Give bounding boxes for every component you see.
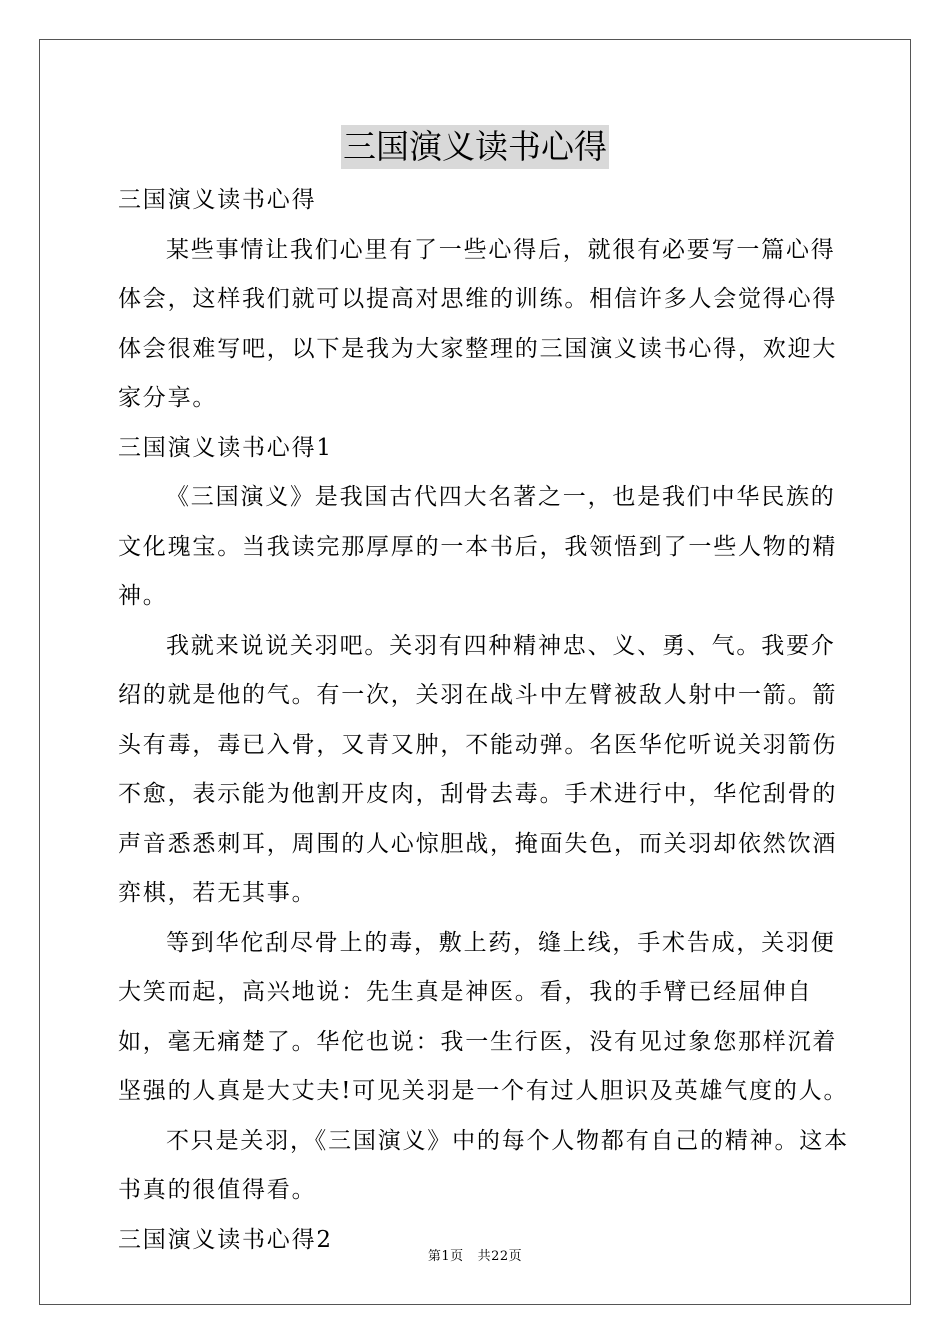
paragraph: 等到华佗刮尽骨上的毒，敷上药，缝上线，手术告成，关羽便大笑而起，高兴地说：先生真是神医。看，我的手臂已经屈伸自如，毫无痛楚了。华佗也说：我一生行医，没有见过象您那样沉着坚强的人真是大丈夫!可见关羽是一个有过人胆识及英雄气度的人。 xyxy=(118,929,849,1104)
section-heading: 三国演义读书心得2 xyxy=(118,1226,333,1253)
title-container xyxy=(0,125,950,169)
document-body xyxy=(118,176,850,1265)
paragraph: 某些事情让我们心里有了一些心得后，就很有必要写一篇心得体会，这样我们就可以提高对思维的训练。相信许多人会觉得心得体会很难写吧，以下是我为大家整理的三国演义读书心得，欢迎大家分享。 xyxy=(118,236,838,411)
document-title: 三国演义读书心得 xyxy=(341,125,609,169)
page-footer xyxy=(0,1245,950,1264)
paragraph: 三国演义读书心得 xyxy=(118,187,317,213)
section-heading: 三国演义读书心得1 xyxy=(118,434,333,461)
page-number: 第1页 xyxy=(427,1249,464,1264)
paragraph: 我就来说说关羽吧。关羽有四种精神忠、义、勇、气。我要介绍的就是他的气。有一次，关羽在战斗中左臂被敌人射中一箭。箭头有毒，毒已入骨，又青又肿，不能动弹。名医华佗听说关羽箭伤不愈，表示能为他割开皮肉，刮骨去毒。手术进行中，华佗刮骨的声音悉悉刺耳，周围的人心惊胆战，掩面失色，而关羽却依然饮酒弈棋，若无其事。 xyxy=(118,632,838,906)
paragraph: 《三国演义》是我国古代四大名著之一，也是我们中华民族的文化瑰宝。当我读完那厚厚的一本书后，我领悟到了一些人物的精神。 xyxy=(118,484,838,609)
page-total: 共22页 xyxy=(477,1249,523,1264)
paragraph: 不只是关羽，《三国演义》中的每个人物都有自己的精神。这本书真的很值得看。 xyxy=(118,1127,849,1203)
